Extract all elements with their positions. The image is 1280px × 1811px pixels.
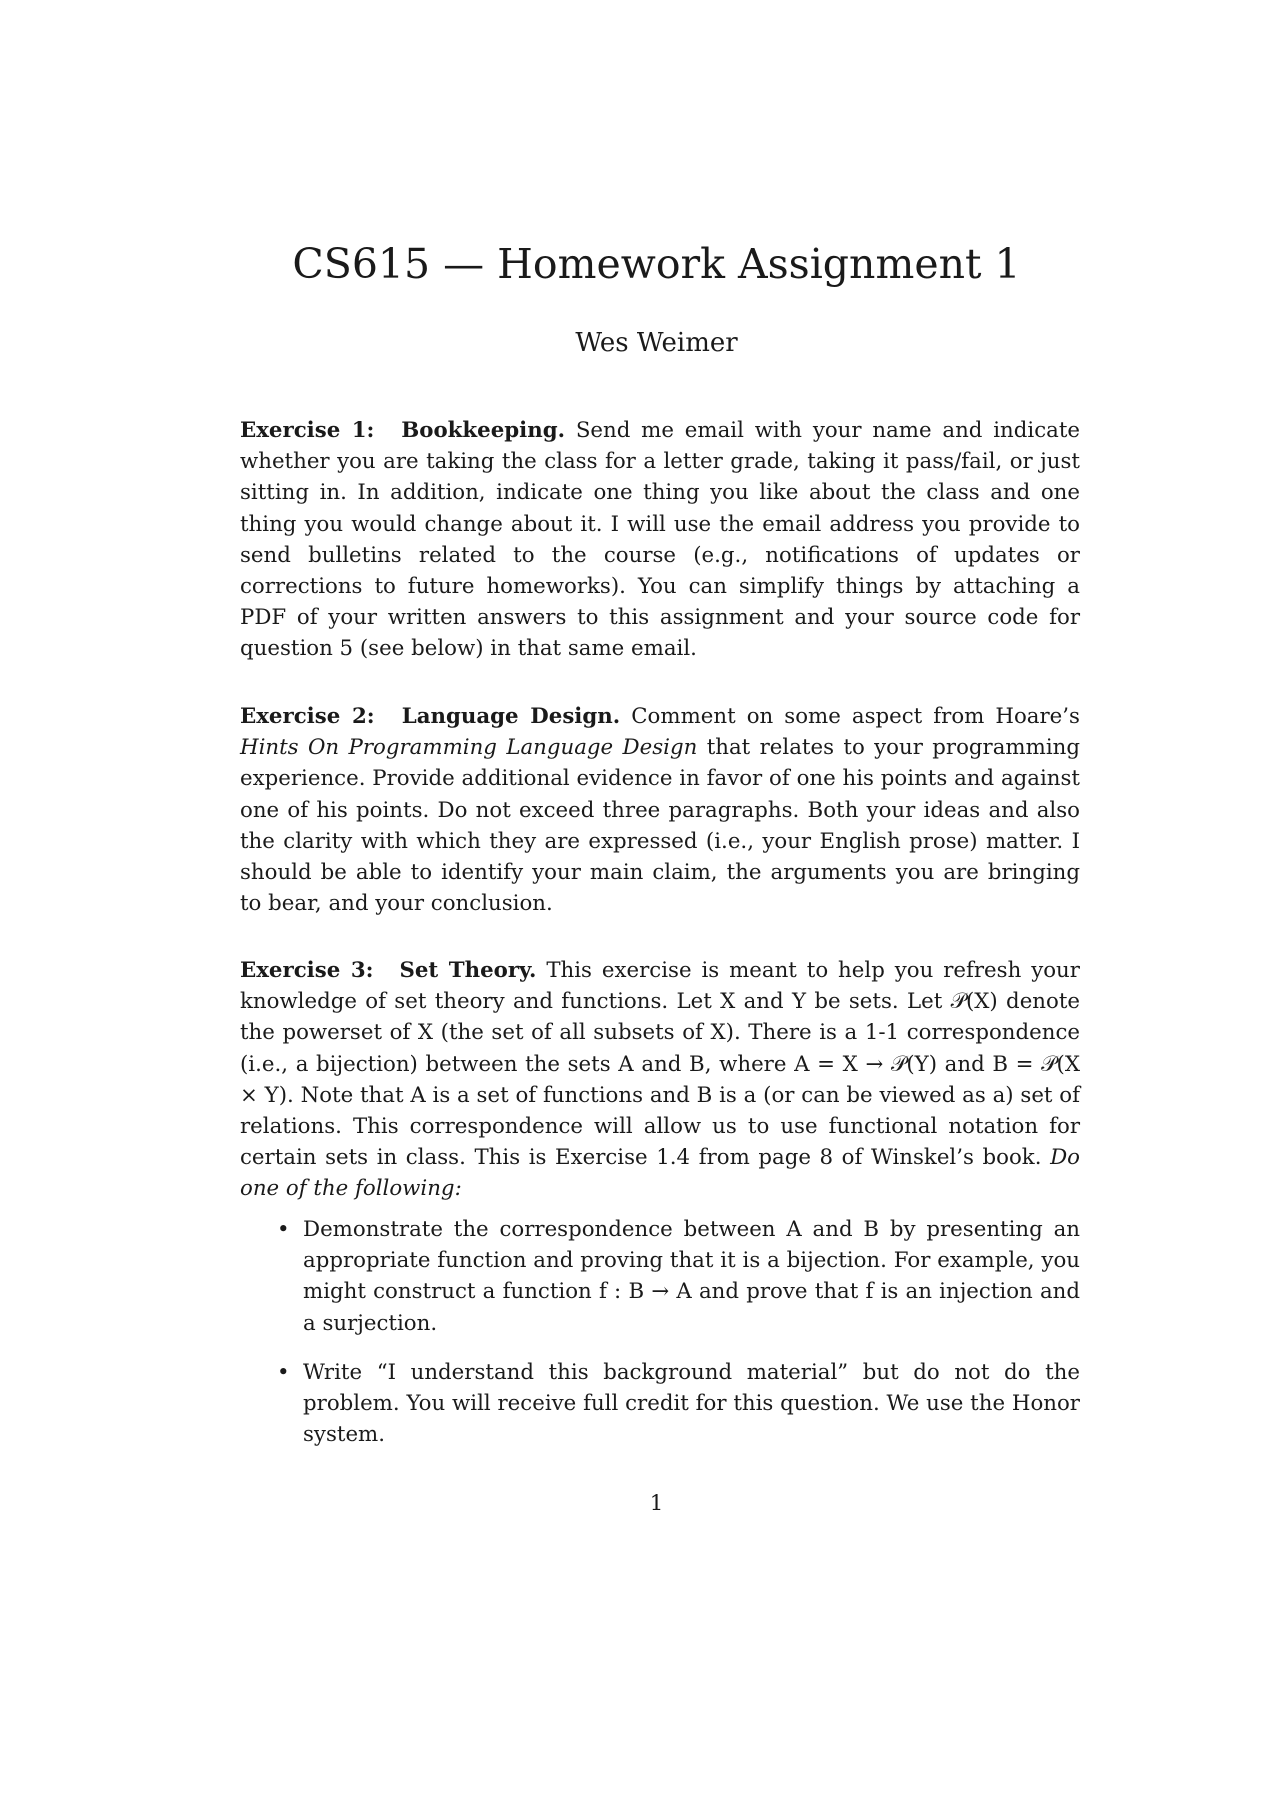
exercise-3 bbox=[240, 955, 1080, 1205]
exercise-2 bbox=[240, 701, 1080, 919]
list-item bbox=[240, 1214, 1080, 1339]
exercise-2-cited-title: Hints On Programming Language Design bbox=[240, 735, 698, 761]
exercise-2-label: Exercise 2: bbox=[240, 704, 375, 729]
page-title: CS615 — Homework Assignment 1 bbox=[292, 240, 1021, 288]
exercise-3-text: This exercise is meant to help you refresh your knowledge of set theory and functions. Let X and Y be sets. Let 𝒫(X) denote the powerset of X (the set of all subsets of X). There is a 1-1 correspondence (i.e., a bijection) between the sets A and B, where A = X → 𝒫(Y) and B = 𝒫(X × Y). Note that A is a set of functions and B is a (or can be viewed as a) set of relations. This correspondence will allow us to use functional notation for certain sets in class. This is Exercise 1.4 from page 8 of Winskel’s book. bbox=[240, 958, 1080, 1171]
exercise-2-heading: Language Design. bbox=[401, 704, 621, 729]
list-item-text: Demonstrate the correspondence between A and B by presenting an appropriate function and proving that it is a bijection. For example, you might construct a function f : B → A and prove that f is an injection and a surjection. bbox=[303, 1217, 1080, 1336]
exercise-2-text-after: that relates to your programming experience. Provide additional evidence in favor of one his points and against one of his points. Do not exceed three paragraphs. Both your ideas and also the clarity with which they are expressed (i.e., your English prose) matter. I should be able to identify your main claim, the arguments you are bringing to bear, and your conclusion. bbox=[240, 735, 1080, 917]
exercise-2-text-before: Comment on some aspect from Hoare’s bbox=[631, 704, 1080, 729]
exercise-3-heading: Set Theory. bbox=[399, 958, 537, 983]
bullet-icon: • bbox=[277, 1217, 290, 1242]
bullet-icon: • bbox=[277, 1359, 290, 1385]
exercise-3-options-list bbox=[240, 1214, 1080, 1468]
exercise-1-text: Send me email with your name and indicate whether you are taking the class for a letter grade, taking it pass/fail, or just sitting in. In addition, indicate one thing you like about the class and one thing you would change about it. I will use the email address you provide to send bulletins related to the course (e.g., notifications of updates or corrections to future homeworks). You can simplify things by attaching a PDF of your written answers to this assignment and your source code for question 5 (see below) in that same email. bbox=[240, 418, 1080, 662]
exercise-3-instruction: Do one of the following: bbox=[240, 1145, 1080, 1202]
exercise-1-heading: Bookkeeping. bbox=[401, 418, 566, 443]
exercise-1-label: Exercise 1: bbox=[240, 418, 375, 443]
page-number: 1 bbox=[649, 1491, 664, 1516]
exercise-1 bbox=[240, 415, 1080, 665]
exercise-3-label: Exercise 3: bbox=[240, 958, 374, 983]
list-item bbox=[240, 1357, 1080, 1451]
author-name: Wes Weimer bbox=[575, 328, 738, 358]
list-item-text: Write “I understand this background material” but do not do the problem. You will receive full credit for this question. We use the Honor system. bbox=[303, 1359, 1080, 1448]
